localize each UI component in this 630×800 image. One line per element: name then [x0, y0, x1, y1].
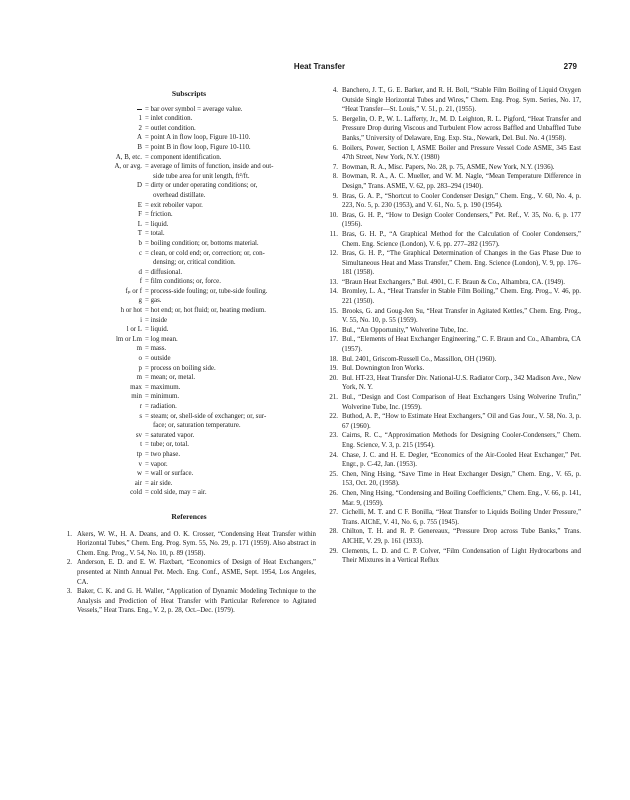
- subscript-definition-text: = tube; or, total.: [145, 441, 189, 449]
- subscript-symbol: 2: [138, 124, 142, 132]
- reference-number: 24.: [329, 451, 338, 459]
- reference-text: Bul. HT-23, Heat Transfer Div. National-U.S. Radiator Corp., 342 Madison Ave., New York, N. Y.: [342, 374, 581, 392]
- subscript-symbol: lm or Lm: [115, 335, 142, 343]
- subscript-symbol: f: [139, 278, 142, 286]
- subscript-row: [62, 373, 316, 383]
- subscript-row: [62, 344, 316, 354]
- subscript-symbol: p: [138, 364, 142, 372]
- reference-text: Clements, L. D. and C. P. Colver, “Film Condensation of Light Hydrocarbons and Their Mixtures in a Vertical Reflux: [342, 547, 581, 565]
- subscript-row: [62, 162, 316, 181]
- reference-number: 18.: [329, 355, 338, 363]
- reference-number: 8.: [332, 173, 338, 181]
- reference-text: Akers, W. W., H. A. Deans, and O. K. Crosser, “Condensing Heat Transfer within Horizontal Tubes,” Chem. Eng. Prog. Sym. 55, No. 29, p. 171 (1959). Also abstract in Chem. Eng. Prog., V. 54, No. 10, p. 89 (1958).: [77, 530, 316, 557]
- subscript-row: [62, 354, 316, 364]
- subscript-definition-text: = air side.: [145, 479, 173, 487]
- subscript-symbol: sv: [135, 431, 142, 439]
- subscript-definition: [145, 133, 316, 143]
- reference-entry: [325, 335, 581, 354]
- subscript-row: [62, 316, 316, 326]
- subscript-definition: [145, 460, 316, 470]
- reference-number: 9.: [332, 192, 338, 200]
- subscript-row: [62, 431, 316, 441]
- subscripts-list: [62, 105, 316, 498]
- subscript-symbol: fₚ or f: [125, 287, 142, 295]
- subscript-definition-text: = radiation.: [145, 403, 177, 410]
- subscript-row: [62, 153, 316, 163]
- reference-number: 4.: [332, 87, 338, 94]
- subscript-definition-continuation: side tube area for unit length, ft²/ft.: [153, 172, 250, 180]
- subscript-definition: [145, 181, 316, 200]
- subscript-definition-text: = bar over symbol = average value.: [145, 105, 243, 113]
- left-column: [62, 86, 316, 616]
- reference-text: Bras, G. H. P., “The Graphical Determination of Changes in the Gas Phase Due to Simultaneous Heat and Mass Transfer,” Chem. Eng. Science (London), V. 9, pp. 176–181 (1958).: [342, 250, 581, 277]
- subscript-definition-continuation: overhead distillate.: [153, 191, 206, 199]
- reference-entry: [62, 558, 316, 587]
- reference-entry: [325, 527, 581, 546]
- subscript-definition-continuation: densing; or, critical condition.: [153, 259, 236, 267]
- subscript-definition-text: = point A in flow loop, Figure 10-110.: [145, 134, 251, 142]
- reference-entry: [325, 355, 581, 365]
- subscript-definition-text: = exit reboiler vapor.: [145, 201, 203, 209]
- reference-entry: [325, 278, 581, 288]
- subscript-definition: [145, 383, 316, 393]
- subscript-row: [62, 210, 316, 220]
- reference-text: Baker, C. K. and G. H. Waller, “Application of Dynamic Modeling Technique to the Analysis and Prediction of Heat Transfer with Particular Reference to Agitated Vessels,” Heat Trans. Eng., V. 2, p. 28, Oct.–Dec. (1979).: [77, 588, 316, 615]
- subscript-definition: [145, 440, 316, 450]
- subscript-definition: [145, 229, 316, 239]
- subscript-definition-text: = cold side, may = air.: [145, 489, 207, 497]
- subscript-definition: [145, 153, 316, 163]
- reference-text: Bul., “Design and Cost Comparison of Heat Exchangers Using Wolverine Trufin,” Wolverine Tube, Inc. (1959).: [342, 394, 581, 411]
- subscript-row: [62, 201, 316, 211]
- subscript-definition: [145, 450, 316, 460]
- subscript-row: [62, 296, 316, 306]
- subscript-symbol: D: [137, 182, 142, 190]
- reference-entry: [325, 86, 581, 115]
- subscript-row: [62, 440, 316, 450]
- reference-entry: [325, 144, 581, 163]
- subscript-symbol: h or hot: [120, 307, 142, 315]
- subscript-row: [62, 479, 316, 489]
- subscript-row: [62, 325, 316, 335]
- subscript-definition-text: = liquid.: [145, 326, 169, 334]
- subscript-row: [62, 143, 316, 153]
- subscript-definition: [145, 239, 316, 249]
- subscript-definition: [145, 373, 316, 383]
- reference-number: 21.: [329, 394, 338, 401]
- subscript-definition-text: = gas.: [145, 297, 162, 305]
- running-title: Heat Transfer: [293, 62, 346, 71]
- subscript-symbol: m: [136, 374, 142, 382]
- reference-entry: [62, 530, 316, 559]
- subscript-symbol: s: [139, 412, 142, 420]
- reference-number: 28.: [329, 528, 338, 536]
- subscript-symbol: w: [137, 470, 142, 478]
- reference-number: 22.: [329, 413, 338, 421]
- reference-entry: [325, 211, 581, 230]
- subscript-row: [62, 306, 316, 316]
- subscript-definition: [145, 210, 316, 220]
- reference-number: 25.: [329, 470, 338, 478]
- reference-text: Bergelin, O. P., W. L. Lafferty, Jr., M. D. Leighton, R. L. Pigford, “Heat Transfer and Pressure Drop during Viscous and Turbulent Flow across Baffled and Unbaffled Tube Banks,” University of Delaware, Eng. Exp. Sta., Newark, Del. Bul. No. 4 (1958).: [342, 115, 581, 142]
- subscript-symbol: b: [138, 239, 142, 247]
- subscript-definition: [145, 392, 316, 402]
- subscript-definition: [145, 488, 316, 498]
- reference-number: 11.: [329, 230, 338, 238]
- subscript-definition: [145, 412, 316, 431]
- subscript-symbol: i: [140, 316, 142, 324]
- subscript-definition: [145, 325, 316, 335]
- subscript-symbol: max: [130, 383, 142, 391]
- subscript-symbol: 1: [138, 115, 142, 123]
- subscript-symbol: l or L: [126, 326, 142, 334]
- subscript-symbol: E: [137, 201, 142, 209]
- subscript-definition-text: = outlet condition.: [145, 124, 196, 132]
- reference-number: 7.: [332, 163, 338, 171]
- reference-entry: [325, 412, 581, 431]
- subscript-row: [62, 488, 316, 498]
- reference-number: 14.: [329, 288, 338, 296]
- reference-entry: [325, 192, 581, 211]
- subscript-symbol: t: [140, 441, 142, 449]
- subscript-symbol: T: [137, 230, 142, 238]
- subscript-row: [62, 364, 316, 374]
- reference-text: Anderson, E. D. and E. W. Flaxbart, “Economics of Design of Heat Exchangers,” presented at Ninth Annual Pet. Mech. Eng. Conf., ASME, Sept. 1954, Los Angeles, CA.: [77, 559, 316, 586]
- reference-text: Bul. Downington Iron Works.: [342, 365, 425, 373]
- subscript-symbol: [62, 105, 145, 115]
- subscript-definition-text: = hot end; or, hot fluid; or, heating medium.: [145, 307, 267, 315]
- subscript-row: [62, 133, 316, 143]
- subscript-definition-text: = steam; or, shell-side of exchanger; or, sur-: [145, 412, 267, 420]
- reference-number: 20.: [329, 374, 338, 382]
- reference-text: Bul., “An Opportunity,” Wolverine Tube, Inc.: [342, 326, 468, 334]
- subscript-symbol: c: [138, 249, 142, 257]
- subscript-definition-text: = two phase.: [145, 450, 181, 458]
- reference-text: Buthod, A. P., “How to Estimate Heat Exchangers,” Oil and Gas Jour., V. 58, No. 3, p. 67 (1960).: [342, 413, 581, 430]
- reference-text: Banchero, J. T., G. E. Barker, and R. H. Boll, “Stable Film Boiling of Liquid Oxygen Outside Single Horizontal Tubes and Wires,” Chem. Eng. Prog. Sym. Series, No. 17, “Heat Transfer—St. Louis,” V. 51, p. 21, (1955).: [342, 87, 581, 114]
- subscript-definition-text: = total.: [145, 230, 165, 238]
- reference-entry: [325, 489, 581, 508]
- subscript-symbol: m: [136, 345, 142, 353]
- reference-text: Bowman, R. A., Misc. Papers, No. 28, p. 75, ASME, New York, N.Y. (1936).: [342, 163, 555, 171]
- subscript-definition-text: = maximum.: [145, 383, 181, 391]
- subscript-definition: [145, 364, 316, 374]
- subscript-definition-text: = outside: [145, 355, 171, 363]
- references-heading: References: [171, 511, 207, 521]
- reference-number: 3.: [66, 588, 72, 596]
- subscript-definition-text: = process-side fouling; or, tube-side fouling.: [145, 287, 268, 295]
- subscript-definition-text: = wall or surface.: [145, 470, 194, 478]
- subscript-row: [62, 469, 316, 479]
- subscript-symbol: tp: [136, 450, 142, 458]
- subscript-symbol: d: [138, 268, 142, 276]
- subscript-definition: [145, 143, 316, 153]
- reference-entry: [325, 393, 581, 412]
- subscript-definition-text: = vapor.: [145, 460, 168, 468]
- subscript-definition: [145, 277, 316, 287]
- reference-text: Boilers, Power, Section I, ASME Boiler and Pressure Vessel Code ASME, 345 East 47th Street, New York, N.Y. (1980): [342, 144, 581, 162]
- reference-entry: [325, 374, 581, 393]
- subscript-definition: [145, 249, 316, 268]
- reference-number: 27.: [329, 509, 338, 517]
- reference-number: 12.: [329, 250, 338, 258]
- reference-number: 1.: [66, 530, 72, 538]
- subscript-definition-text: = process on boiling side.: [145, 364, 216, 372]
- reference-text: Bul. 2401, Griscom-Russell Co., Massillon, OH (1960).: [342, 355, 497, 363]
- subscript-definition: [145, 316, 316, 326]
- subscript-definition-text: = friction.: [145, 211, 173, 219]
- reference-text: Chen, Ning Hsing, “Save Time in Heat Exchanger Design,” Chem. Eng., V. 65, p. 153, Oct. 20, (1958).: [342, 470, 581, 488]
- subscript-definition-text: = minimum.: [145, 393, 180, 401]
- subscript-row: [62, 239, 316, 249]
- subscript-definition-text: = inlet condition.: [145, 115, 193, 123]
- reference-entry: [62, 587, 316, 616]
- reference-text: Bowman, R. A., A. C. Mueller, and W. M. Nagle, “Mean Temperature Difference in Design,” Trans. ASME, V. 62, pp. 283–294 (1940).: [342, 173, 581, 190]
- subscript-row: [62, 402, 316, 412]
- subscript-symbol: B: [137, 143, 142, 151]
- subscript-definition: [145, 335, 316, 345]
- subscript-symbol: min: [131, 393, 142, 401]
- subscript-symbol: v: [138, 460, 142, 468]
- reference-number: 23.: [329, 432, 338, 440]
- reference-text: Chase, J. C. and H. E. Degler, “Economics of the Air-Cooled Heat Exchanger,” Pet. Engr., p. C-42, Jan. (1953).: [342, 451, 581, 469]
- overbar-mark: [137, 109, 142, 110]
- subscript-definition: [145, 354, 316, 364]
- subscript-definition-text: = mean; or, metal.: [145, 374, 196, 382]
- subscript-definition: [145, 296, 316, 306]
- subscript-definition-text: = component identification.: [145, 153, 222, 161]
- subscript-row: [62, 249, 316, 268]
- subscript-definition: [145, 306, 316, 316]
- subscript-row: [62, 460, 316, 470]
- reference-text: Chilton, T. H. and R. P. Genereaux, “Pressure Drop across Tube Banks,” Trans. AICHE, V. 29, p. 161 (1933).: [342, 528, 581, 545]
- subscript-row: [62, 392, 316, 402]
- running-header: [62, 62, 577, 76]
- reference-entry: [325, 364, 581, 374]
- reference-entry: [325, 249, 581, 278]
- reference-entry: [325, 431, 581, 450]
- reference-number: 26.: [329, 489, 338, 497]
- reference-entry: [325, 287, 581, 306]
- reference-number: 15.: [329, 307, 338, 315]
- reference-number: 10.: [329, 211, 338, 219]
- reference-entry: [325, 307, 581, 326]
- subscripts-heading: Subscripts: [171, 89, 207, 98]
- subscript-row: [62, 268, 316, 278]
- reference-text: “Braun Heat Exchangers,” Bul. 4901, C. F. Braun & Co., Alhambra, CA. (1949).: [342, 278, 565, 286]
- subscript-row: [62, 229, 316, 239]
- subscript-definition-text: = saturated vapor.: [145, 431, 195, 439]
- subscript-symbol: o: [138, 355, 142, 363]
- subscript-symbol: A, B, etc.: [115, 153, 142, 161]
- subscript-definition-text: = dirty or under operating conditions; or,: [145, 182, 258, 190]
- subscript-symbol: A, or avg.: [114, 163, 142, 171]
- subscript-definition: [145, 105, 316, 115]
- subscript-definition-continuation: face; or, saturation temperature.: [153, 422, 241, 430]
- reference-text: Bras, G. H. P., “How to Design Cooler Condensers,” Pet. Ref., V. 35, No. 6, p. 177 (1956).: [342, 211, 581, 229]
- subscript-symbol: A: [137, 134, 142, 142]
- subscript-row: [62, 450, 316, 460]
- subscript-definition-text: = diffusional.: [145, 268, 183, 276]
- subscript-definition: [145, 201, 316, 211]
- subscript-definition: [145, 469, 316, 479]
- subscript-row: [62, 105, 316, 115]
- subscript-definition-text: = film conditions; or, force.: [145, 278, 221, 286]
- reference-number: 16.: [329, 326, 338, 334]
- subscript-row: [62, 335, 316, 345]
- subscript-symbol: F: [138, 211, 142, 219]
- subscript-definition: [145, 402, 316, 412]
- subscript-definition: [145, 287, 316, 297]
- reference-entry: [325, 508, 581, 527]
- subscript-definition: [145, 431, 316, 441]
- subscript-definition: [145, 162, 316, 181]
- right-column: [325, 86, 581, 566]
- reference-number: 5.: [332, 115, 338, 123]
- reference-entry: [325, 547, 581, 566]
- subscript-definition-text: = log mean.: [145, 335, 178, 343]
- reference-number: 17.: [329, 336, 338, 344]
- reference-entry: [325, 172, 581, 191]
- reference-text: Cichelli, M. T. and C F. Bonilla, “Heat Transfer to Liquids Boiling Under Pressure,” Trans. AIChE, V. 41, No. 6, p. 755 (1945).: [342, 509, 581, 526]
- subscript-symbol: g: [138, 297, 142, 305]
- subscript-symbol: L: [137, 220, 142, 228]
- reference-text: Brooks, G. and Goug-Jen Su, “Heat Transfer in Agitated Kettles,” Chem. Eng. Prog., V. 55, No. 10, p. 55 (1959).: [342, 307, 581, 325]
- subscript-definition: [145, 220, 316, 230]
- reference-number: 29.: [329, 547, 338, 555]
- subscript-symbol: r: [139, 403, 142, 410]
- reference-number: 2.: [66, 559, 72, 567]
- references-list-left: [62, 530, 316, 616]
- subscript-row: [62, 124, 316, 134]
- subscript-definition-text: = boiling condition; or, bottoms material.: [145, 239, 259, 247]
- reference-number: 13.: [329, 278, 338, 286]
- reference-text: Bras, G. A. P., “Shortcut to Cooler Condenser Design,” Chem. Eng., V. 60, No. 4, p. 223, No. 5, p. 230 (1953), and V. 61, No. 5, p. 190 (1954).: [342, 192, 581, 210]
- page-number: 279: [563, 62, 577, 71]
- subscript-definition: [145, 344, 316, 354]
- subscript-symbol: cold: [130, 489, 142, 497]
- reference-text: Bul., “Elements of Heat Exchanger Engineering,” C. F. Braun and Co., Alhambra, CA (1957).: [342, 336, 581, 354]
- subscript-row: [62, 412, 316, 431]
- subscript-definition: [145, 479, 316, 489]
- reference-text: Bromley, L. A., “Heat Transfer in Stable Film Boiling,” Chem. Eng. Prog., V. 46, pp. 221 (1950).: [342, 288, 581, 306]
- subscript-row: [62, 220, 316, 230]
- subscript-definition-text: = clean, or cold end; or, correction; or, con-: [145, 249, 265, 257]
- reference-number: 6.: [332, 144, 338, 152]
- subscript-row: [62, 114, 316, 124]
- subscript-definition-text: = average of limits of function, inside and out-: [145, 163, 274, 171]
- subscript-definition-text: = liquid.: [145, 220, 169, 228]
- reference-entry: [325, 470, 581, 489]
- subscript-definition: [145, 114, 316, 124]
- subscript-definition-text: = mass.: [145, 345, 167, 353]
- reference-text: Chen, Ning Hsing, “Condensing and Boiling Coefficients,” Chem. Eng., V. 66, p. 141, Mar. 9, (1959).: [342, 489, 581, 507]
- reference-entry: [325, 326, 581, 336]
- reference-entry: [325, 230, 581, 249]
- references-list-right: [325, 86, 581, 566]
- reference-text: Cairns, R. C., “Approximation Methods for Designing Cooler-Condensers,” Chem. Eng. Science, V. 3, p. 215 (1954).: [342, 432, 581, 449]
- subscript-row: [62, 181, 316, 200]
- subscript-definition-text: = point B in flow loop, Figure 10-110.: [145, 143, 251, 151]
- subscript-row: [62, 383, 316, 393]
- reference-entry: [325, 163, 581, 173]
- reference-text: Bras, G. H. P., “A Graphical Method for the Calculation of Cooler Condensers,” Chem. Eng. Science (London), V. 6, pp. 277–282 (1957).: [342, 230, 581, 248]
- subscript-definition-text: = inside: [145, 316, 168, 324]
- reference-number: 19.: [329, 365, 338, 373]
- subscript-definition: [145, 124, 316, 134]
- subscript-row: [62, 277, 316, 287]
- subscript-row: [62, 287, 316, 297]
- reference-entry: [325, 451, 581, 470]
- reference-entry: [325, 115, 581, 144]
- subscript-definition: [145, 268, 316, 278]
- subscript-symbol: air: [134, 479, 142, 487]
